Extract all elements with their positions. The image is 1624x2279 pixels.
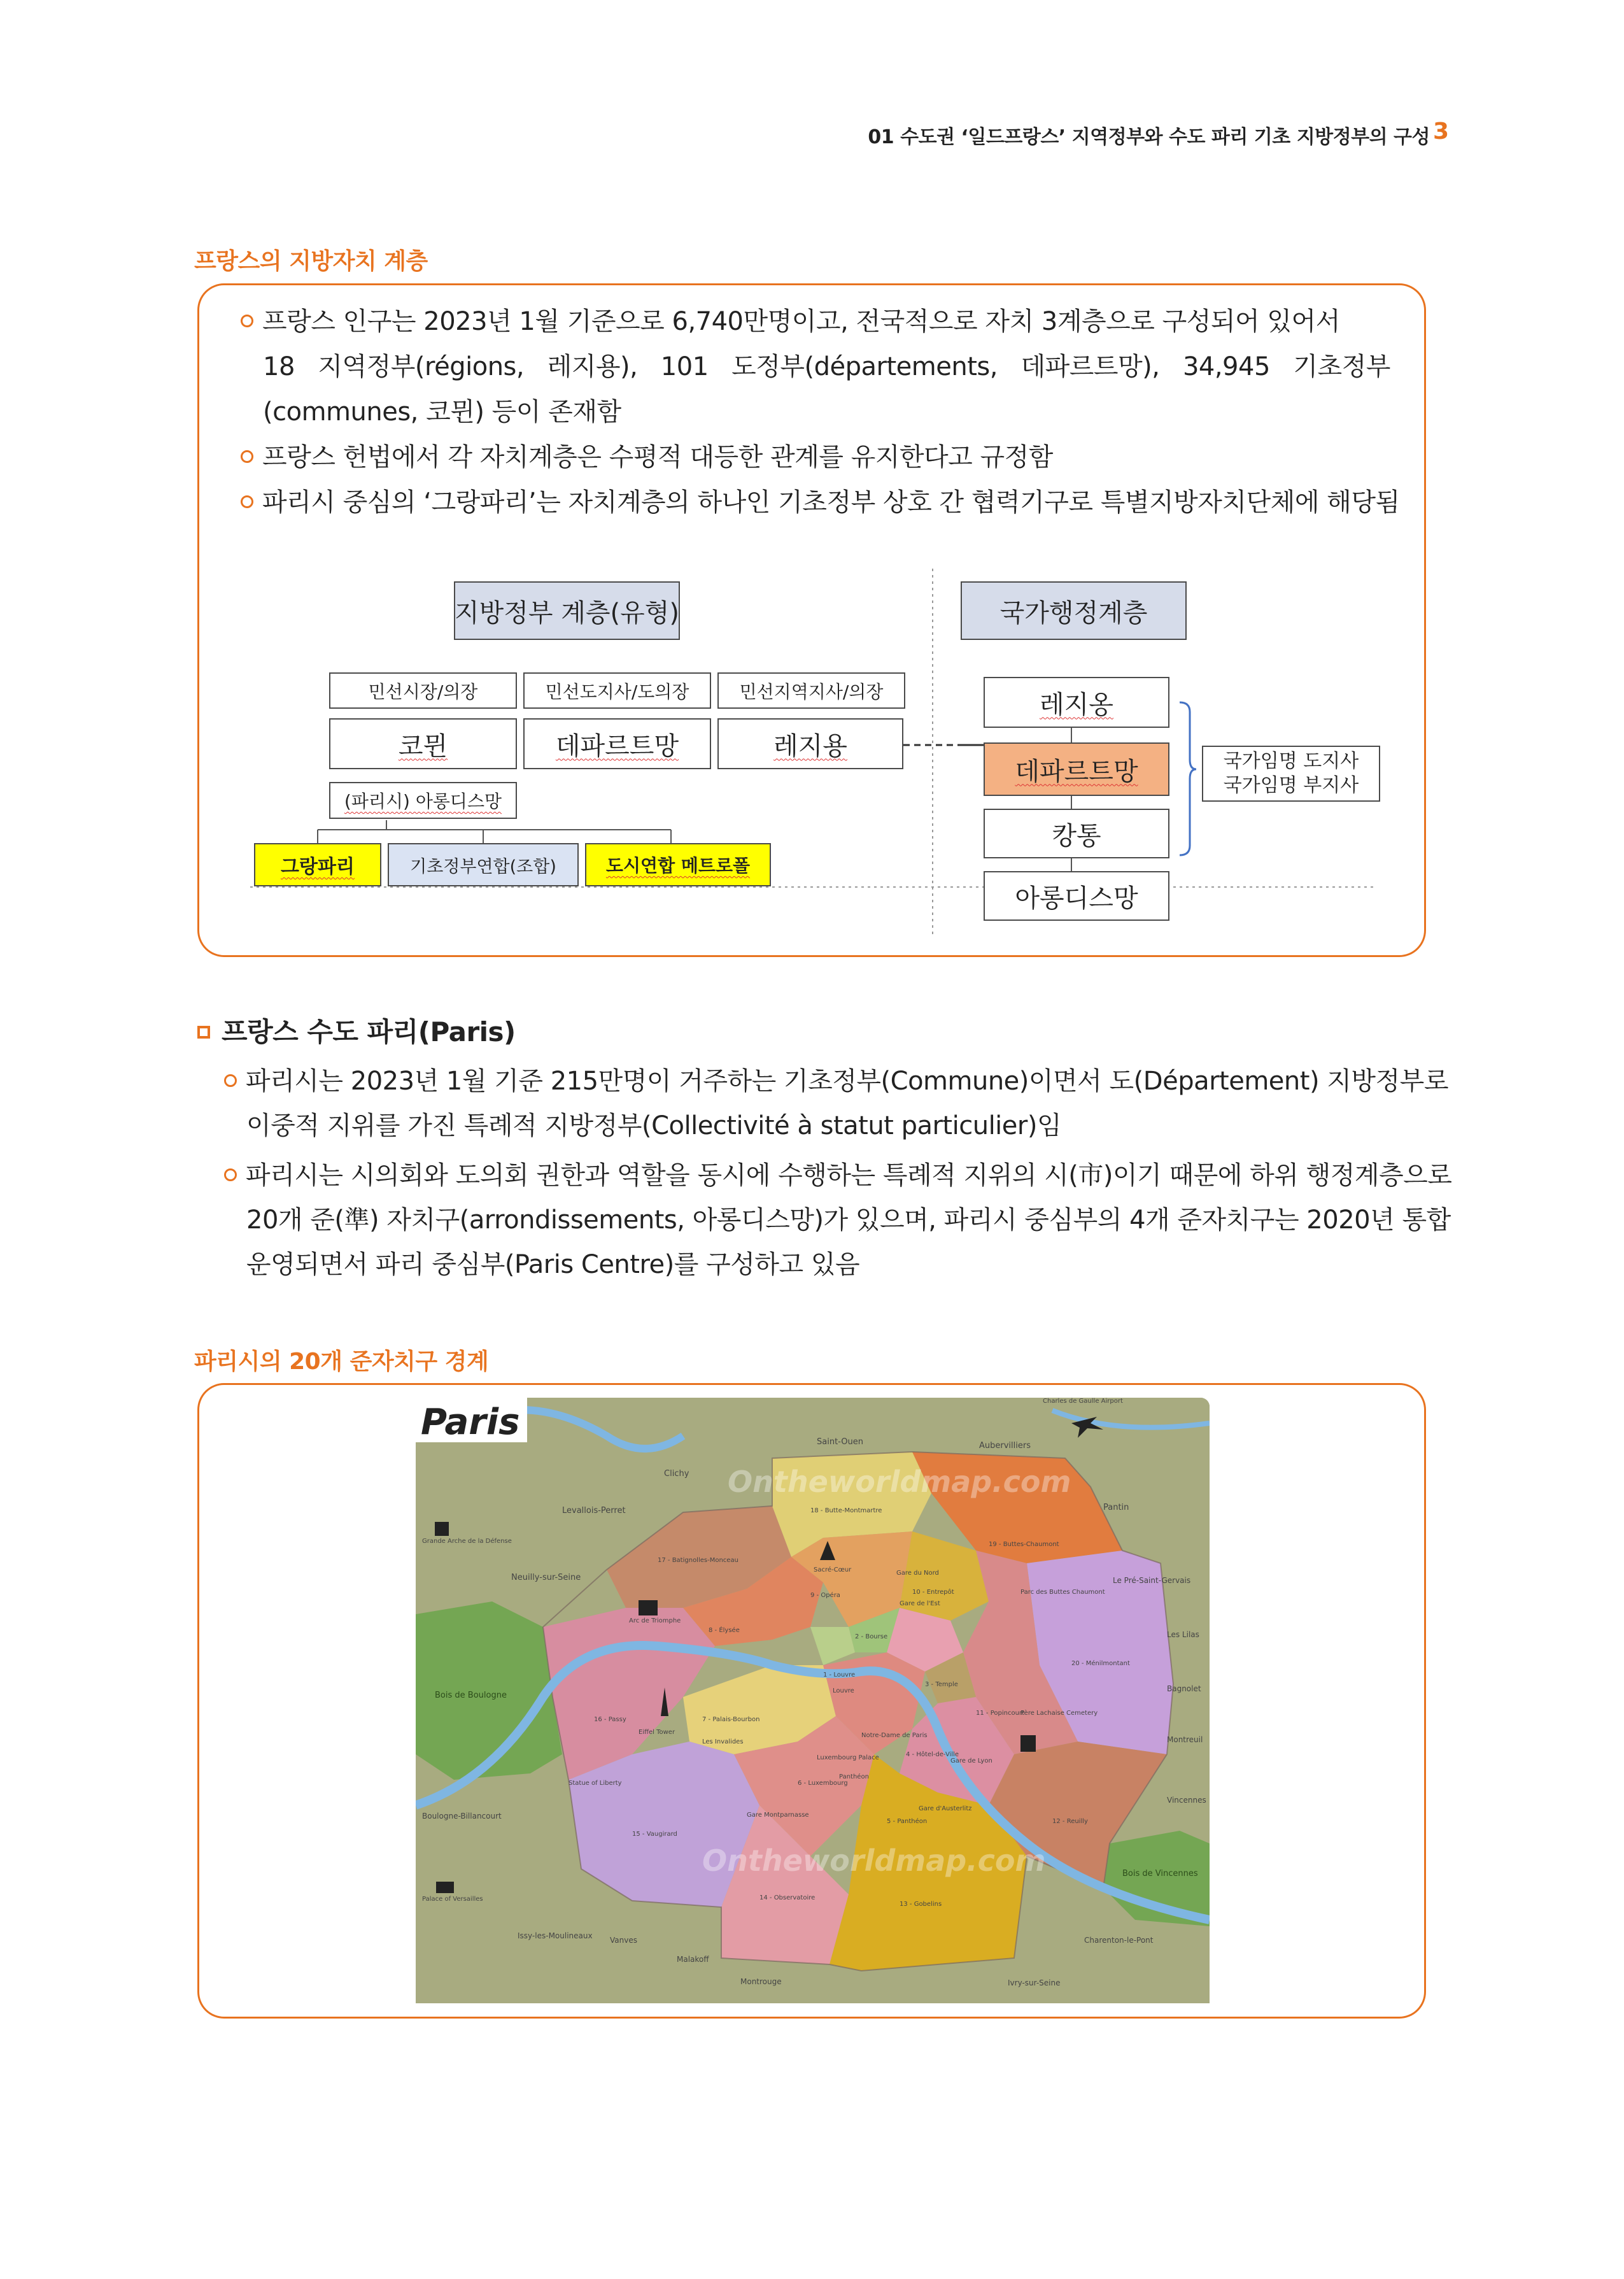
arrondissement-label: 4 - Hôtel-de-Ville	[906, 1751, 959, 1758]
national-departement: 데파르트망	[984, 742, 1169, 796]
diagram-connectors	[199, 285, 1424, 955]
bullet-continuation: (communes, 코뮌) 등이 존재함	[263, 397, 621, 427]
landmark-label: Sacré-Cœur	[814, 1566, 852, 1573]
head-commune: 민선시장/의장	[329, 672, 517, 709]
bullet-item: 프랑스 헌법에서 각 자치계층은 수평적 대등한 관계를 유지한다고 규정함	[241, 435, 1390, 480]
national-admin-title: 국가행정계층	[961, 581, 1187, 640]
section-caption-hierarchy: 프랑스의 지방자치 계층	[194, 248, 428, 274]
square-bullet-icon	[197, 1026, 210, 1039]
map-label: Bois de Vincennes	[1122, 1869, 1198, 1878]
level-region: 레지용	[717, 718, 903, 769]
arrondissement-label: 8 - Élysée	[709, 1627, 740, 1634]
landmark-label: Père Lachaise Cemetery	[1020, 1710, 1098, 1717]
bullet-item: 파리시는 시의회와 도의회 권한과 역할을 동시에 수행하는 특례적 지위의 시(市)이기 때문에 하위 행정계층으로	[224, 1153, 1427, 1198]
arrondissement-label: 9 - Opéra	[810, 1592, 840, 1599]
landmark-label: Gare du Nord	[896, 1570, 939, 1577]
landmark-label: Panthéon	[839, 1773, 869, 1780]
hierarchy-box	[197, 283, 1426, 957]
map-box	[197, 1383, 1426, 2019]
bullet-item: 프랑스 인구는 2023년 1월 기준으로 6,740만명이고, 전국적으로 자치 3계층으로 구성되어 있어서	[241, 299, 1390, 344]
paris-map	[416, 1398, 1210, 2003]
bullet-continuation: 18 지역정부(régions, 레지용), 101 도정부(départements, 데파르트망), 34,945 기초정부	[263, 352, 1390, 381]
level-commune: 코뮌	[329, 718, 517, 769]
landmark-label: Parc des Buttes Chaumont	[1020, 1589, 1105, 1596]
map-label: Pantin	[1103, 1503, 1129, 1512]
map-label: Vincennes	[1167, 1796, 1206, 1805]
arrondissement-label: 12 - Reuilly	[1052, 1818, 1088, 1825]
landmark-label: Gare de Lyon	[950, 1757, 992, 1764]
landmark-label: Notre-Dame de Paris	[861, 1732, 928, 1739]
paris-arrondissement: (파리시) 아롱디스망	[329, 782, 517, 819]
arrondissement-label: 1 - Louvre	[823, 1672, 856, 1679]
local-gov-title: 지방정부 계층(유형)	[454, 581, 680, 640]
arrondissement-label: 13 - Gobelins	[900, 1901, 942, 1908]
landmark-label: Charles de Gaulle Airport	[1043, 1398, 1123, 1405]
section-heading-paris: 프랑스 수도 파리(Paris)	[197, 1011, 516, 1049]
bullet-continuation: 20개 준(準) 자치구(arrondissements, 아롱디스망)가 있으며, 파리시 중심부의 4개 준자치구는 2020년 통합	[246, 1205, 1451, 1235]
landmark-label: Gare de l'Est	[900, 1600, 940, 1607]
arrondissement-label: 6 - Luxembourg	[798, 1780, 848, 1787]
map-label: Bagnolet	[1167, 1684, 1201, 1693]
page-number: 3	[1432, 118, 1449, 145]
map-label: Vanves	[610, 1936, 637, 1945]
landmark-label: Arc de Triomphe	[629, 1617, 681, 1624]
head-departement: 민선도지사/도의장	[523, 672, 711, 709]
landmark-label: Grande Arche de la Défense	[422, 1538, 512, 1545]
landmark-label: Luxembourg Palace	[817, 1754, 879, 1761]
map-label: Aubervilliers	[979, 1441, 1031, 1451]
map-label: Levallois-Perret	[562, 1506, 626, 1516]
running-header-title: 01 수도권 ‘일드프랑스’ 지역정부와 수도 파리 기초 지방정부의 구성	[868, 126, 1430, 148]
landmark-label: Les Invalides	[702, 1738, 744, 1745]
map-label: Neuilly-sur-Seine	[511, 1573, 581, 1582]
group-commune-union: 기초정부연합(조합)	[388, 843, 579, 886]
landmark-label: Gare d'Austerlitz	[919, 1805, 972, 1812]
map-watermark-top: Ontheworldmap.com	[728, 1465, 1071, 1499]
map-label: Le Pré-Saint-Gervais	[1113, 1576, 1191, 1585]
national-canton: 캉통	[984, 809, 1169, 858]
group-metropole: 도시연합 메트로폴	[585, 843, 771, 886]
map-watermark-bottom: Ontheworldmap.com	[702, 1843, 1046, 1878]
arrondissement-label: 5 - Panthéon	[887, 1818, 928, 1825]
map-label: Charenton-le-Pont	[1084, 1936, 1154, 1945]
map-label: Bois de Boulogne	[435, 1691, 507, 1700]
landmark-label: Eiffel Tower	[639, 1729, 675, 1736]
arrondissement-label: 16 - Passy	[594, 1716, 626, 1723]
bullet-circle-icon	[224, 1074, 237, 1087]
map-label: Les Lilas	[1167, 1630, 1199, 1639]
map-label: Montrouge	[740, 1977, 782, 1986]
landmark-label: Gare Montparnasse	[747, 1812, 809, 1819]
map-label: Saint-Ouen	[817, 1437, 863, 1447]
arrondissement-label: 7 - Palais-Bourbon	[702, 1716, 760, 1723]
arrondissement-label: 18 - Butte-Montmartre	[810, 1507, 882, 1514]
arrondissement-label: 17 - Batignolles-Monceau	[658, 1557, 738, 1564]
arrondissement-label: 3 - Temple	[925, 1681, 958, 1688]
arrondissement-label: 2 - Bourse	[855, 1633, 888, 1640]
arrondissement-label: 14 - Observatoire	[759, 1894, 816, 1901]
arrondissement-label: 10 - Entrepôt	[912, 1589, 954, 1596]
section-caption-map: 파리시의 20개 준자치구 경계	[194, 1349, 489, 1375]
bullet-item: 파리시 중심의 ‘그랑파리’는 자치계층의 하나인 기초정부 상호 간 협력기구로 특별지방자치단체에 해당됨	[241, 480, 1390, 525]
bullet-list-2	[224, 1059, 1452, 1287]
bullet-continuation: 이중적 지위를 가진 특례적 지방정부(Collectivité à statut particulier)임	[246, 1111, 1062, 1140]
map-label: Clichy	[664, 1469, 689, 1479]
prefect-box: 국가임명 도지사 국가임명 부지사	[1202, 746, 1380, 802]
map-label: Malakoff	[677, 1955, 709, 1964]
map-title: Paris	[421, 1402, 520, 1443]
group-grand-paris: 그랑파리	[254, 843, 381, 886]
level-departement: 데파르트망	[523, 718, 711, 769]
landmark-label: Palace of Versailles	[422, 1896, 483, 1903]
bullet-continuation: 운영되면서 파리 중심부(Paris Centre)를 구성하고 있음	[246, 1250, 860, 1279]
landmark-label: Statue of Liberty	[568, 1780, 622, 1787]
map-label: Ivry-sur-Seine	[1008, 1978, 1061, 1987]
bullet-item: 파리시는 2023년 1월 기준 215만명이 거주하는 기초정부(Commune)이면서 도(Département) 지방정부로	[224, 1059, 1427, 1104]
arrondissement-label: 20 - Ménilmontant	[1071, 1660, 1130, 1667]
national-region: 레지옹	[984, 677, 1169, 728]
national-arrondissement: 아롱디스망	[984, 871, 1169, 921]
map-label: Boulogne-Billancourt	[422, 1812, 502, 1821]
arrondissement-label: 19 - Buttes-Chaumont	[989, 1541, 1059, 1548]
arrondissement-label: 15 - Vaugirard	[632, 1831, 677, 1838]
map-label: Issy-les-Moulineaux	[518, 1931, 593, 1940]
arrondissement-label: 11 - Popincourt	[976, 1710, 1024, 1717]
map-label: Montreuil	[1167, 1735, 1203, 1744]
landmark-label: Louvre	[833, 1687, 854, 1694]
bullet-circle-icon	[224, 1168, 237, 1181]
head-region: 민선지역지사/의장	[717, 672, 905, 709]
